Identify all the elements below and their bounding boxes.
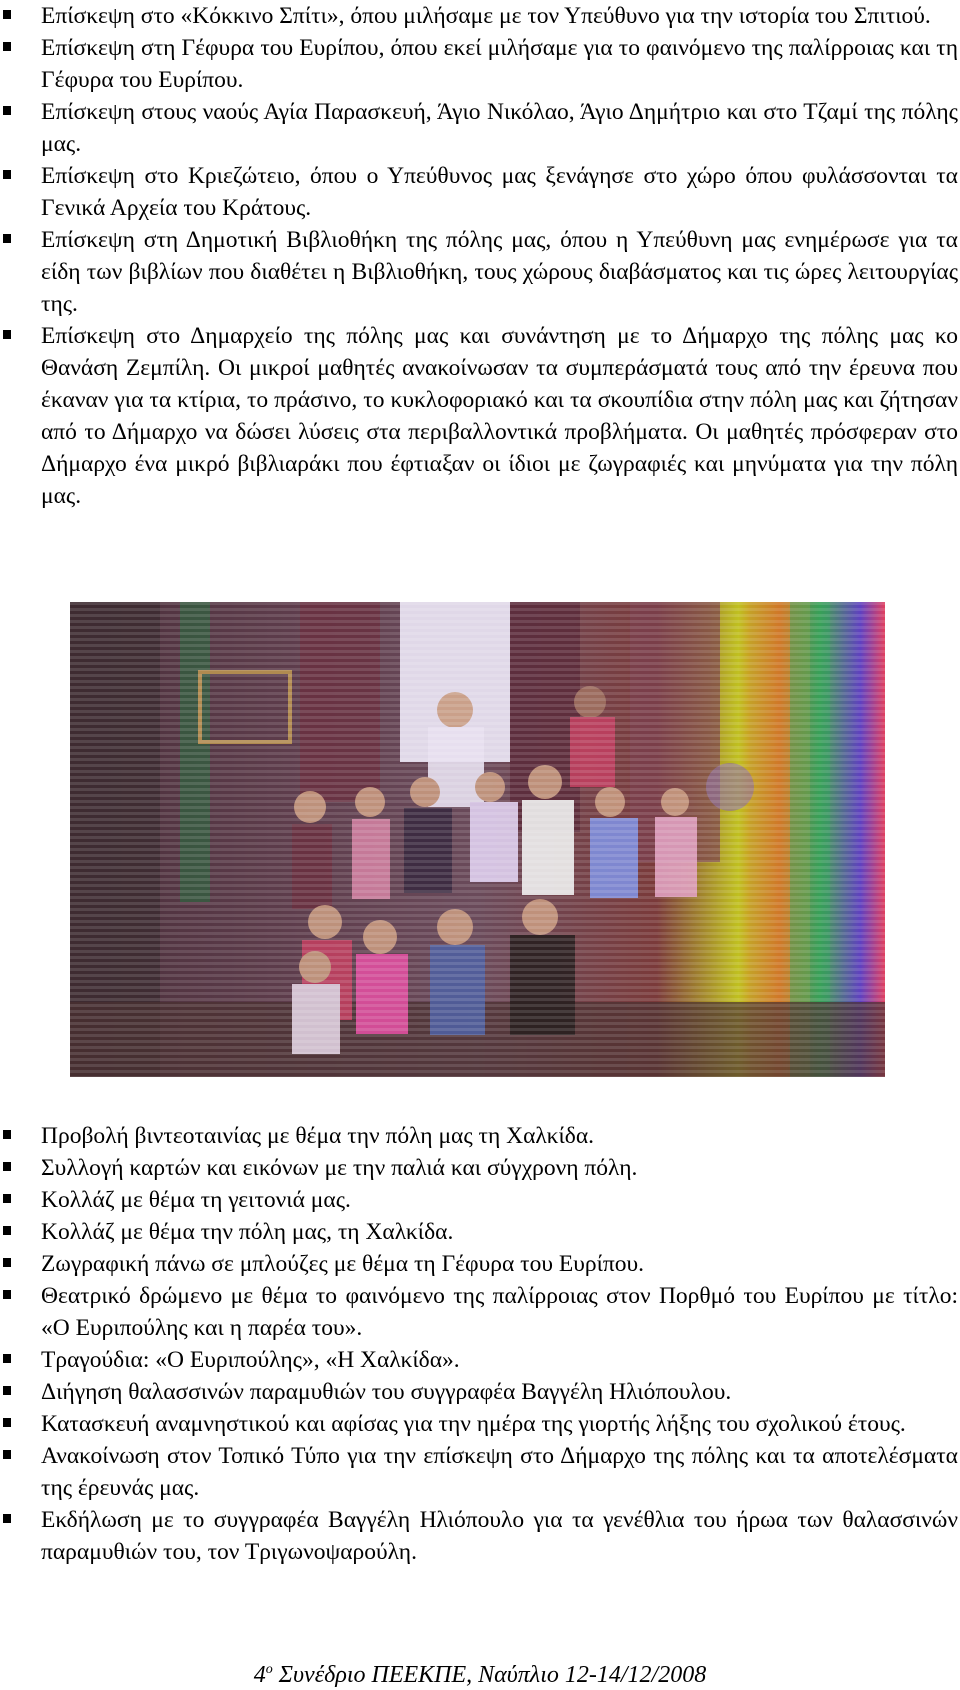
bullet-square-icon bbox=[3, 234, 11, 243]
list-item bbox=[0, 1376, 960, 1408]
list-item bbox=[0, 1280, 960, 1344]
list-item-text: Επίσκεψη στο «Κόκκινο Σπίτι», όπου μιλήσαμε με τον Υπεύθυνο για την ιστορία του Σπιτιού. bbox=[41, 3, 931, 29]
group-photo bbox=[70, 602, 885, 1077]
bullet-square-icon bbox=[3, 1162, 11, 1171]
list-item bbox=[0, 1120, 960, 1152]
list-item-text: Κολλάζ με θέμα τη γειτονιά μας. bbox=[41, 1187, 351, 1213]
list-item bbox=[0, 224, 960, 320]
list-item bbox=[0, 32, 960, 96]
list-item bbox=[0, 1216, 960, 1248]
list-item-text: Επίσκεψη στο Κριεζώτειο, όπου ο Υπεύθυνος μας ξενάγησε στο χώρο όπου φυλάσσονται τα Γενικά Αρχεία του Κράτους. bbox=[41, 163, 958, 221]
list-item-text: Προβολή βιντεοταινίας με θέμα την πόλη μας τη Χαλκίδα. bbox=[41, 1123, 595, 1149]
bullet-square-icon bbox=[3, 1194, 11, 1203]
activities-list-bottom bbox=[0, 1120, 960, 1568]
list-item-text: Επίσκεψη στη Δημοτική Βιβλιοθήκη της πόλης μας, όπου η Υπεύθυνη μας ενημέρωσε για τα είδη των βιβλίων που διαθέτει η Βιβλιοθήκη, τους χώρους διαβάσματος και τις ώρες λειτουργίας της. bbox=[41, 227, 958, 317]
page-footer bbox=[0, 1660, 960, 1690]
footer-superscript: ο bbox=[265, 1662, 273, 1677]
list-item-text: Ζωγραφική πάνω σε μπλούζες με θέμα τη Γέφυρα του Ευρίπου. bbox=[41, 1251, 645, 1277]
bullet-square-icon bbox=[3, 1450, 11, 1459]
bullet-square-icon bbox=[3, 106, 11, 115]
bullet-square-icon bbox=[3, 1386, 11, 1395]
bullet-square-icon bbox=[3, 1258, 11, 1267]
list-item-text: Ανακοίνωση στον Τοπικό Τύπο για την επίσκεψη στο Δήμαρχο της πόλης και τα αποτελέσματα της έρευνάς μας. bbox=[41, 1443, 958, 1501]
list-item bbox=[0, 1184, 960, 1216]
bullet-square-icon bbox=[3, 1226, 11, 1235]
list-item-text: Εκδήλωση με το συγγραφέα Βαγγέλη Ηλιόπουλο για τα γενέθλια του ήρωα των θαλασσινών παραμυθιών του, τον Τριγωνοψαρούλη. bbox=[41, 1507, 958, 1565]
bullet-square-icon bbox=[3, 330, 11, 339]
list-item bbox=[0, 1248, 960, 1280]
list-item-text: Θεατρικό δρώμενο με θέμα το φαινόμενο της παλίρροιας στον Πορθμό του Ευρίπου με τίτλο: «Ο Ευριπούλης και η παρέα του». bbox=[41, 1283, 958, 1341]
list-item bbox=[0, 96, 960, 160]
bullet-square-icon bbox=[3, 1290, 11, 1299]
activities-list-top bbox=[0, 0, 960, 512]
bullet-square-icon bbox=[3, 1418, 11, 1427]
list-item bbox=[0, 320, 960, 512]
list-item-text: Συλλογή καρτών και εικόνων με την παλιά και σύγχρονη πόλη. bbox=[41, 1155, 638, 1181]
footer-text: Συνέδριο ΠΕΕΚΠΕ, Ναύπλιο 12-14/12/2008 bbox=[272, 1662, 707, 1688]
bullet-square-icon bbox=[3, 42, 11, 51]
list-item bbox=[0, 1152, 960, 1184]
bullet-square-icon bbox=[3, 10, 11, 19]
bullet-square-icon bbox=[3, 1514, 11, 1523]
list-item-text: Κατασκευή αναμνηστικού και αφίσας για την ημέρα της γιορτής λήξης του σχολικού έτους. bbox=[41, 1411, 906, 1437]
bullet-square-icon bbox=[3, 1130, 11, 1139]
list-item bbox=[0, 160, 960, 224]
list-item-text: Επίσκεψη στους ναούς Αγία Παρασκευή, Άγιο Νικόλαο, Άγιο Δημήτριο και στο Τζαμί της πόλης μας. bbox=[41, 99, 958, 157]
bullet-square-icon bbox=[3, 170, 11, 179]
list-item bbox=[0, 1408, 960, 1440]
list-item-text: Διήγηση θαλασσινών παραμυθιών του συγγραφέα Βαγγέλη Ηλιόπουλου. bbox=[41, 1379, 732, 1405]
group-photo-illustration bbox=[70, 602, 885, 1077]
list-item-text: Επίσκεψη στο Δημαρχείο της πόλης μας και συνάντηση με το Δήμαρχο της πόλης μας κο Θανάση Ζεμπίλη. Οι μικροί μαθητές ανακοίνωσαν τα συμπεράσματά τους από την έρευνα που έκαναν για τα κτίρια, το πράσινο, το κυκλοφοριακό και τα σκουπίδια στην πόλη μας και ζήτησαν από το Δήμαρχο να δώσει λύσεις στα περιβαλλοντικά προβλήματα. Οι μαθητές πρόσφεραν στο Δήμαρχο ένα μικρό βιβλιαράκι που έφτιαξαν οι ίδιοι με ζωγραφιές και μηνύματα για την πόλη μας. bbox=[41, 323, 958, 509]
list-item-text: Κολλάζ με θέμα την πόλη μας, τη Χαλκίδα. bbox=[41, 1219, 454, 1245]
list-item-text: Τραγούδια: «Ο Ευριπούλης», «Η Χαλκίδα». bbox=[41, 1347, 460, 1373]
list-item bbox=[0, 1504, 960, 1568]
bullet-square-icon bbox=[3, 1354, 11, 1363]
list-item-text: Επίσκεψη στη Γέφυρα του Ευρίπου, όπου εκεί μιλήσαμε για το φαινόμενο της παλίρροιας και τη Γέφυρα του Ευρίπου. bbox=[41, 35, 958, 93]
list-item bbox=[0, 0, 960, 32]
list-item bbox=[0, 1440, 960, 1504]
footer-number: 4 bbox=[253, 1662, 266, 1688]
list-item bbox=[0, 1344, 960, 1376]
